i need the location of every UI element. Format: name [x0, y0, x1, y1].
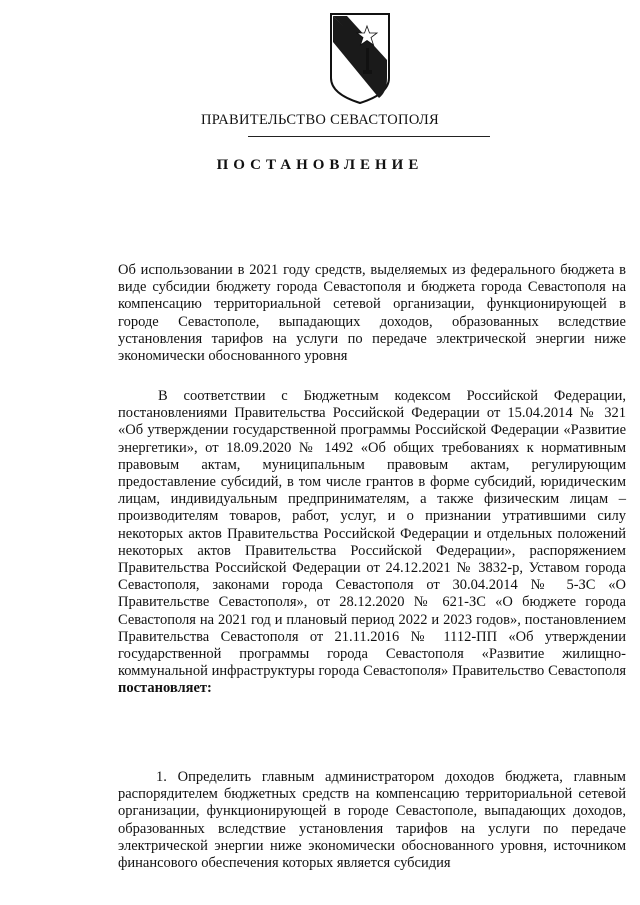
preamble-text: В соответствии с Бюджетным кодексом Российской Федерации, постановлениями Правительства Российской Федерации от 15.04.2014 № 321 «Об утверждении государственной программы Российской Федерации «Развитие энергетики», от 18.09.2020 № 1492 «Об общих требованиях к нормативным правовым актам, муниципальным правовым актам, регулирующим предоставление субсидий, в том числе грантов в форме субсидий, юридическим лицам, индивидуальным предпринимателям, а также физическим лицам – производителям товаров, работ, услуг, и о признании утратившими силу некоторых актов Правительства Российской Федерации и отдельных положений некоторых актов Правительства Российской Федерации», распоряжением Правительства Российской Федерации от 24.12.2021 № 3832-р, Уставом города Севастополя, законами города Севастополя от 30.04.2014 № 5-ЗС «О Правительстве Севастополя», от 28.12.2020 № 621-ЗС «О бюджете города Севастополя на 2021 год и плановый период 2022 и 2023 годов», постановлением Правительства Севастополя от 21.11.2016 № 1112-ПП «Об утверждении государственной программы города Севастополя «Развитие жилищно-коммунальной инфраструктуры города Севастополя» Правительство Севастополя: [118, 388, 626, 680]
document-title: Об использовании в 2021 году средств, выделяемых из федерального бюджета в виде субсидии бюджету города Севастополя и бюджета города Севастополя на компенсацию территориальной сетевой организации, функционирующей в городе Севастополе, выпадающих доходов, образованных вследствие установления тарифов на услуги по передаче электрической энергии ниже экономически обоснованного уровня: [118, 262, 626, 365]
government-underline: [248, 136, 490, 137]
coat-of-arms-emblem: [327, 8, 393, 106]
resolves-keyword: постановляет:: [118, 680, 212, 697]
shield-icon: [327, 8, 393, 106]
government-name: ПРАВИТЕЛЬСТВО СЕВАСТОПОЛЯ: [201, 112, 439, 128]
point-1-paragraph: 1. Определить главным администратором доходов бюджета, главным распорядителем бюджетных средств на компенсацию территориальной сетевой организации, функционирующей в городе Севастополе, выпадающих доходов, образованных вследствие установления тарифов на услуги по передаче электрической энергии ниже экономически обоснованного уровня, источником финансового обеспечения которых является субсидия: [118, 769, 626, 872]
preamble-paragraph: [118, 388, 626, 698]
document-type-heading: ПОСТАНОВЛЕНИЕ: [216, 157, 424, 173]
